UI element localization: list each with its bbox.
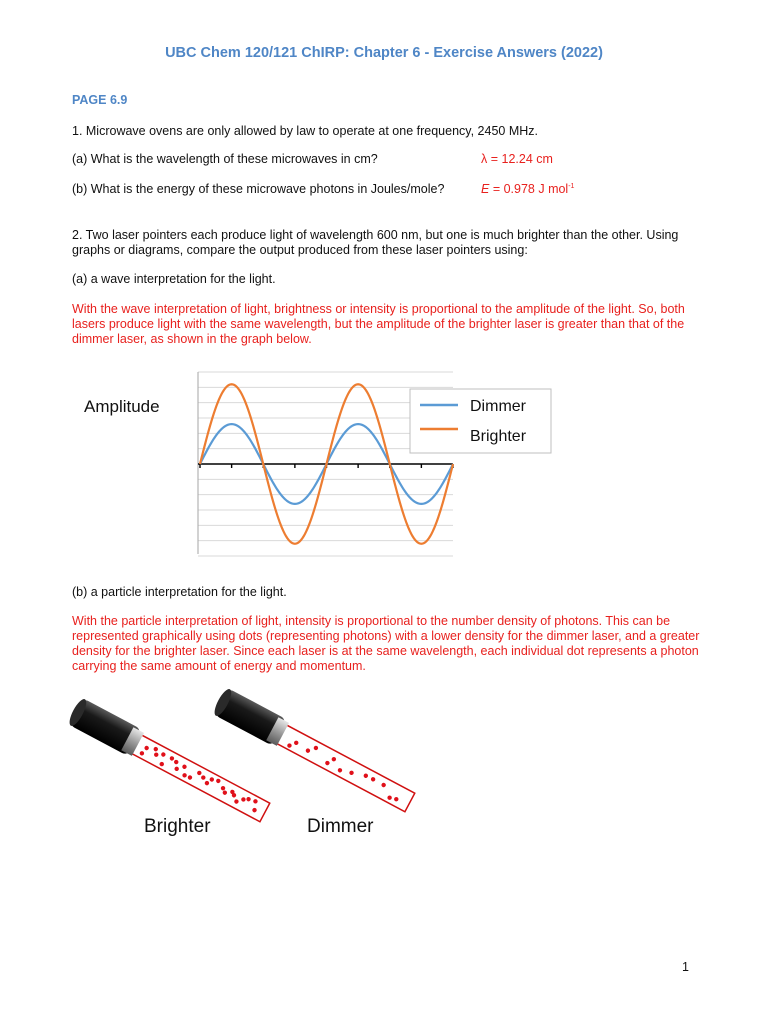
- legend-label-dimmer: Dimmer: [470, 398, 526, 415]
- page-number: 1: [682, 960, 689, 974]
- question-1b-answer: [481, 182, 574, 196]
- question-2a-answer: With the wave interpretation of light, brightness or intensity is proportional to the amplitude of the light. So, both lasers produce light with the same wavelength, but the amplitude of the brighter laser is greater than that of the dimmer laser, as shown in the graph below.: [72, 302, 685, 346]
- page-label: PAGE 6.9: [72, 93, 128, 107]
- label-brighter: Brighter: [144, 816, 211, 837]
- legend-label-brighter: Brighter: [470, 428, 527, 445]
- laser-beam-dimmer: [271, 722, 415, 812]
- y-axis-label: Amplitude: [84, 397, 160, 416]
- energy-symbol: E: [481, 182, 490, 196]
- energy-value: = 0.978 J mol: [489, 182, 569, 196]
- wave-chart: [70, 362, 560, 562]
- label-dimmer: Dimmer: [307, 816, 374, 837]
- question-1a-answer: λ = 12.24 cm: [481, 152, 553, 166]
- chart-legend: [410, 389, 551, 453]
- laser-diagram: [60, 680, 440, 850]
- question-1a-text: (a) What is the wavelength of these microwaves in cm?: [72, 152, 378, 166]
- question-1-stem: 1. Microwave ovens are only allowed by law to operate at one frequency, 2450 MHz.: [72, 124, 538, 138]
- question-2-stem: 2. Two laser pointers each produce light of wavelength 600 nm, but one is much brighter than the other. Using graphs or diagrams, compare the output produced from these laser pointers using:: [72, 228, 679, 257]
- question-2a-text: (a) a wave interpretation for the light.: [72, 272, 276, 286]
- question-2b-text: (b) a particle interpretation for the light.: [72, 585, 287, 599]
- question-2b-answer: With the particle interpretation of light, intensity is proportional to the number density of photons. This can be represented graphically using dots (representing photons) with a lower density for the dimmer laser, and a greater density for the brighter laser. Since each laser is at the same wavelength, each individual dot represents a photon carrying the same amount of energy and momentum.: [72, 614, 700, 673]
- laser-beam-brighter: [126, 732, 270, 822]
- energy-unit-exponent: -1: [568, 183, 575, 190]
- question-1b-text: (b) What is the energy of these microwave photons in Joules/mole?: [72, 182, 445, 196]
- document-title: UBC Chem 120/121 ChIRP: Chapter 6 - Exercise Answers (2022): [165, 45, 603, 61]
